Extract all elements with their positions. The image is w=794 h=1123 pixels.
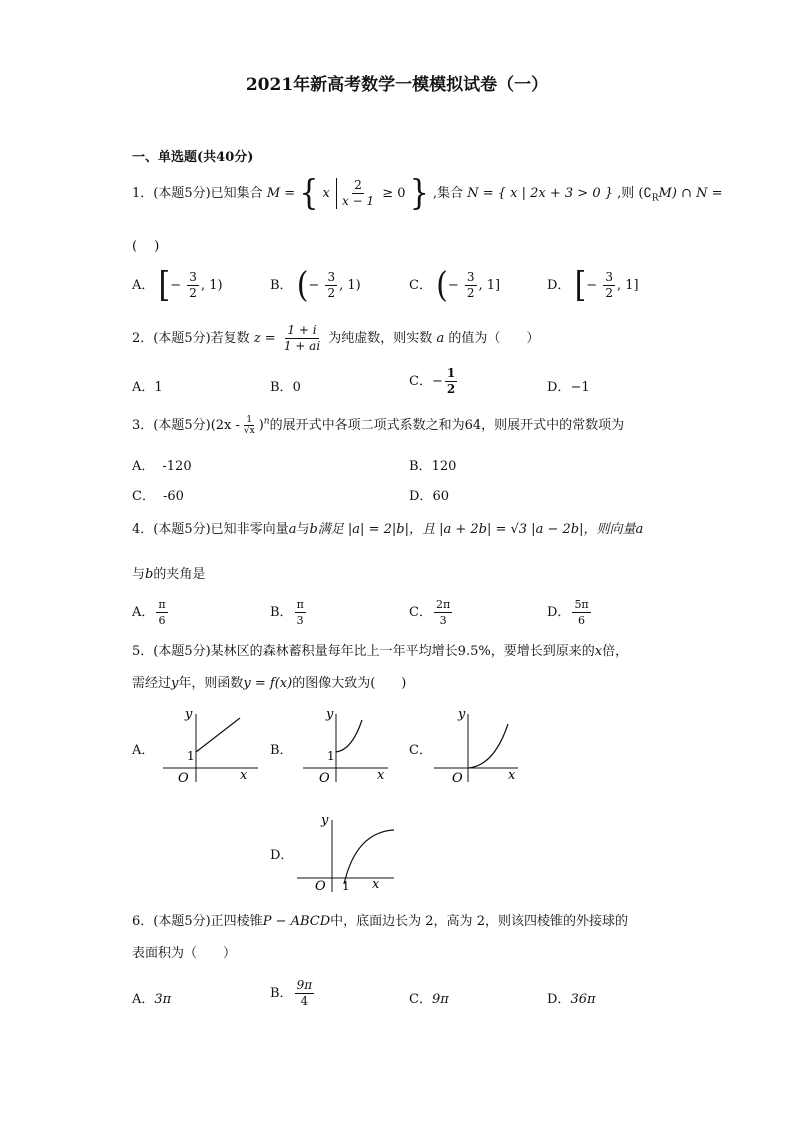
q4-option-b[interactable] xyxy=(270,597,308,628)
option-fraction: $\frac{3}{2}$ xyxy=(605,270,613,300)
origin-label: O xyxy=(178,771,189,784)
q1-frac-den: x − 1 xyxy=(342,194,375,208)
q2-frac-den: 1 + ai xyxy=(283,339,321,353)
q4-cond: 满足 |a| = 2|b|，且 |a + 2b| = √3 |a − 2b|，则向量 xyxy=(317,522,636,537)
q3-exponent: n xyxy=(263,416,270,427)
axis-x-label: x xyxy=(240,768,248,783)
option-fraction xyxy=(572,597,590,628)
q2-option-d[interactable] xyxy=(547,376,590,395)
curve-power xyxy=(468,724,508,768)
option-bracket: [ xyxy=(574,264,587,306)
option-fraction xyxy=(156,597,167,628)
option-label: C． xyxy=(409,605,432,620)
q1-fraction xyxy=(336,178,376,209)
option-text: 9π xyxy=(431,992,449,1007)
question-5 xyxy=(132,640,628,659)
option-fraction: $\frac{3}{2}$ xyxy=(327,270,336,300)
q1-frac-num: 2 xyxy=(354,178,362,192)
q1-set-n: N = { x | 2x + 3 > 0 } xyxy=(467,186,613,201)
frac-den: 3 xyxy=(296,614,304,627)
q3-fraction xyxy=(242,415,257,436)
frac-num: 3 xyxy=(189,270,197,284)
axis-x-label: x xyxy=(377,768,385,783)
frac-num: 1 xyxy=(446,366,456,380)
curve-log xyxy=(344,830,394,884)
q2-fraction xyxy=(282,323,322,354)
q2-frac-num: 1 + i xyxy=(287,323,317,337)
option-fraction: $\frac{3}{2}$ xyxy=(189,270,197,300)
q5-graph-d[interactable] xyxy=(294,808,400,894)
option-text: 0 xyxy=(292,380,301,395)
q5-line2b: 年，则函数 xyxy=(178,676,244,691)
option-bracket: [ xyxy=(158,264,171,306)
q3-option-b[interactable] xyxy=(409,455,456,474)
option-tail: , 1] xyxy=(478,278,501,293)
option-bracket: ( xyxy=(436,264,448,306)
option-text: -60 xyxy=(162,489,184,504)
q1-tail: ,则 (∁ xyxy=(617,186,652,201)
option-fraction xyxy=(434,597,452,628)
frac-num: 3 xyxy=(327,270,336,284)
option-label: A． xyxy=(132,605,155,620)
q3-frac-num: 1 xyxy=(246,415,253,425)
q2-z: z = xyxy=(253,331,276,346)
q4-option-d[interactable] xyxy=(547,597,593,628)
q1-prefix: 1．(本题5分)已知集合 xyxy=(132,186,263,201)
q6-line1: 6．(本题5分)正四棱锥 xyxy=(132,914,263,929)
q5-line1b: 倍， xyxy=(602,644,629,659)
option-label: D． xyxy=(547,992,571,1007)
question-5-line2 xyxy=(132,672,406,691)
q3-suffix: 的展开式中各项二项式系数之和为64，则展开式中的常数项为 xyxy=(269,418,625,433)
intercept-label: 1 xyxy=(342,879,350,893)
option-label: C． xyxy=(409,374,432,389)
q6-pyramid: P − ABCD xyxy=(262,914,331,929)
section-heading: 一、单选题(共40分) xyxy=(132,150,254,165)
intercept-label: 1 xyxy=(187,749,195,763)
q4-vec-a2: a xyxy=(635,522,644,537)
q1-brace-open: { xyxy=(299,172,319,214)
page-title: 2021年新高考数学一模模拟试卷（一） xyxy=(245,75,549,95)
curve-exp xyxy=(336,720,362,752)
q3-option-c[interactable] xyxy=(132,485,184,504)
q1-option-c[interactable]: C． (− $\frac{3}{2}$ , 1] xyxy=(409,264,501,306)
option-fraction xyxy=(445,366,457,397)
option-text: 60 xyxy=(432,489,449,504)
q2-prefix: 2．(本题5分)若复数 xyxy=(132,331,250,346)
option-label: B． xyxy=(270,380,293,395)
q2-suffix2: 的值为（ ） xyxy=(448,331,540,346)
frac-num: 5π xyxy=(574,598,589,611)
frac-num: 2π xyxy=(435,598,451,611)
q6-option-d[interactable] xyxy=(547,988,596,1007)
q3-prefix: 3．(本题5分) xyxy=(132,418,211,433)
origin-label: O xyxy=(319,771,330,784)
q6-option-a[interactable] xyxy=(132,988,171,1007)
origin-label: O xyxy=(315,879,326,894)
q6-option-b[interactable] xyxy=(270,978,316,1009)
frac-den: 6 xyxy=(578,614,586,627)
q4-line1: 4．(本题5分)已知非零向量 xyxy=(132,522,289,537)
q5-line2: 需经过 xyxy=(132,676,172,691)
q1-answer-paren: ( ) xyxy=(132,239,160,254)
question-6 xyxy=(132,910,628,929)
q4-line2: 与 xyxy=(132,567,146,582)
option-text: 1 xyxy=(154,380,163,395)
q3-frac-den: √x xyxy=(243,426,255,436)
intercept-label: 1 xyxy=(327,749,335,763)
option-label: A． xyxy=(132,459,155,474)
q1-set-m: M = xyxy=(266,186,296,201)
q1-option-d[interactable]: D． [− $\frac{3}{2}$ , 1] xyxy=(547,264,639,306)
q4-vec-a: a xyxy=(288,522,297,537)
option-tail: , 1] xyxy=(616,278,639,293)
option-label: C． xyxy=(409,992,432,1007)
question-4 xyxy=(132,518,643,537)
q4-vec-b2: b xyxy=(145,567,154,582)
option-label: A． xyxy=(132,992,155,1007)
option-label: C． xyxy=(132,489,155,504)
question-1 xyxy=(132,172,723,214)
frac-num: π xyxy=(158,598,166,611)
q1-tail2: M) ∩ N = xyxy=(658,186,723,201)
q4-option-a[interactable] xyxy=(132,597,170,628)
q5-line2c: 的图像大致为( ) xyxy=(292,676,407,691)
option-text: 3π xyxy=(154,992,172,1007)
q6-line2: 表面积为（ ） xyxy=(132,946,237,961)
q5-graph-a[interactable] xyxy=(158,702,263,784)
option-text: -120 xyxy=(162,459,192,474)
option-text: −1 xyxy=(570,380,590,395)
q4-vec-b: b xyxy=(309,522,318,537)
option-text: − xyxy=(431,374,443,389)
option-label: A． xyxy=(132,278,155,293)
curve-line xyxy=(196,718,240,752)
q5-line1: 5．(本题5分)某林区的森林蓄积量每年比上一年平均增长9.5%，要增长到原来的 xyxy=(132,644,595,659)
frac-den: 4 xyxy=(300,994,309,1008)
q5-x: x xyxy=(594,644,603,659)
option-label: D． xyxy=(547,278,571,293)
origin-label: O xyxy=(452,771,463,784)
q2-option-b[interactable] xyxy=(270,376,301,395)
frac-num: 3 xyxy=(466,270,475,284)
q1-option-b[interactable]: B． (− $\frac{3}{2}$ , 1) xyxy=(270,264,361,306)
q6-option-c[interactable] xyxy=(409,988,449,1007)
q1-mid: ,集合 xyxy=(432,186,464,201)
q5-option-d-label[interactable]: D． xyxy=(270,848,294,863)
option-bracket: ( xyxy=(296,264,309,306)
option-tail: , 1) xyxy=(339,278,361,293)
option-label: B． xyxy=(409,459,432,474)
q2-suffix: 为纯虚数，则实数 xyxy=(328,331,433,346)
q4-line2b: 的夹角是 xyxy=(153,567,206,582)
q2-option-a[interactable] xyxy=(132,376,163,395)
question-4-line2 xyxy=(132,563,205,582)
q5-graph-c[interactable] xyxy=(432,702,524,784)
q3-option-d[interactable] xyxy=(409,485,449,504)
option-label: B． xyxy=(270,605,293,620)
q5-graph-b[interactable] xyxy=(300,702,395,784)
question-2 xyxy=(132,323,539,354)
q1-option-a[interactable]: A． [− $\frac{3}{2}$ , 1) xyxy=(132,264,223,306)
frac-den: 3 xyxy=(439,614,447,627)
frac-num: 3 xyxy=(605,270,613,284)
q5-option-a-label[interactable]: A． xyxy=(132,743,155,758)
q5-option-c-label[interactable]: C． xyxy=(409,743,432,758)
q1-cond: ≥ 0 xyxy=(382,186,406,201)
q3-option-a[interactable] xyxy=(132,455,192,474)
frac-den: 2 xyxy=(446,382,456,396)
frac-num: π xyxy=(296,598,304,611)
q1-brace-close: } xyxy=(409,172,429,214)
option-label: D． xyxy=(409,489,433,504)
option-text: 120 xyxy=(431,459,457,474)
option-tail: , 1) xyxy=(200,278,223,293)
q2-option-c[interactable] xyxy=(409,366,459,397)
frac-num: 9π xyxy=(296,978,313,992)
axis-y-label: y xyxy=(458,707,466,722)
q1-x: x xyxy=(322,186,330,201)
q4-option-c[interactable] xyxy=(409,597,454,628)
option-text: 36π xyxy=(570,992,596,1007)
option-label: C． xyxy=(409,278,432,293)
option-label: B． xyxy=(270,278,293,293)
option-label: B． xyxy=(270,986,293,1001)
axis-x-label: x xyxy=(372,877,380,892)
q4-and: 与 xyxy=(296,522,310,537)
option-fraction xyxy=(295,597,306,628)
q2-a: a xyxy=(436,331,445,346)
q5-option-b-label[interactable]: B． xyxy=(270,743,293,758)
q5-func: y = f(x) xyxy=(243,676,293,691)
frac-den: 6 xyxy=(158,614,166,627)
q1-sub: R xyxy=(651,193,659,204)
option-fraction: $\frac{3}{2}$ xyxy=(466,270,475,300)
axis-x-label: x xyxy=(508,768,516,783)
option-fraction xyxy=(295,978,315,1009)
axis-y-label: y xyxy=(326,707,334,722)
q5-y: y xyxy=(171,676,179,691)
axis-y-label: y xyxy=(185,707,193,722)
option-label: A． xyxy=(132,380,155,395)
option-label: D． xyxy=(547,605,571,620)
q6-line1b: 中，底面边长为 2，高为 2，则该四棱锥的外接球的 xyxy=(330,914,628,929)
question-3: 3．(本题5分)(2x - $\frac{1}{√x}$ )$^n$的展开式中各项二项式系数之和为64，则展开式中的常数项为 xyxy=(132,415,625,436)
q3-expr: (2x - xyxy=(210,418,240,433)
axis-y-label: y xyxy=(321,813,329,828)
option-label: D． xyxy=(547,380,571,395)
